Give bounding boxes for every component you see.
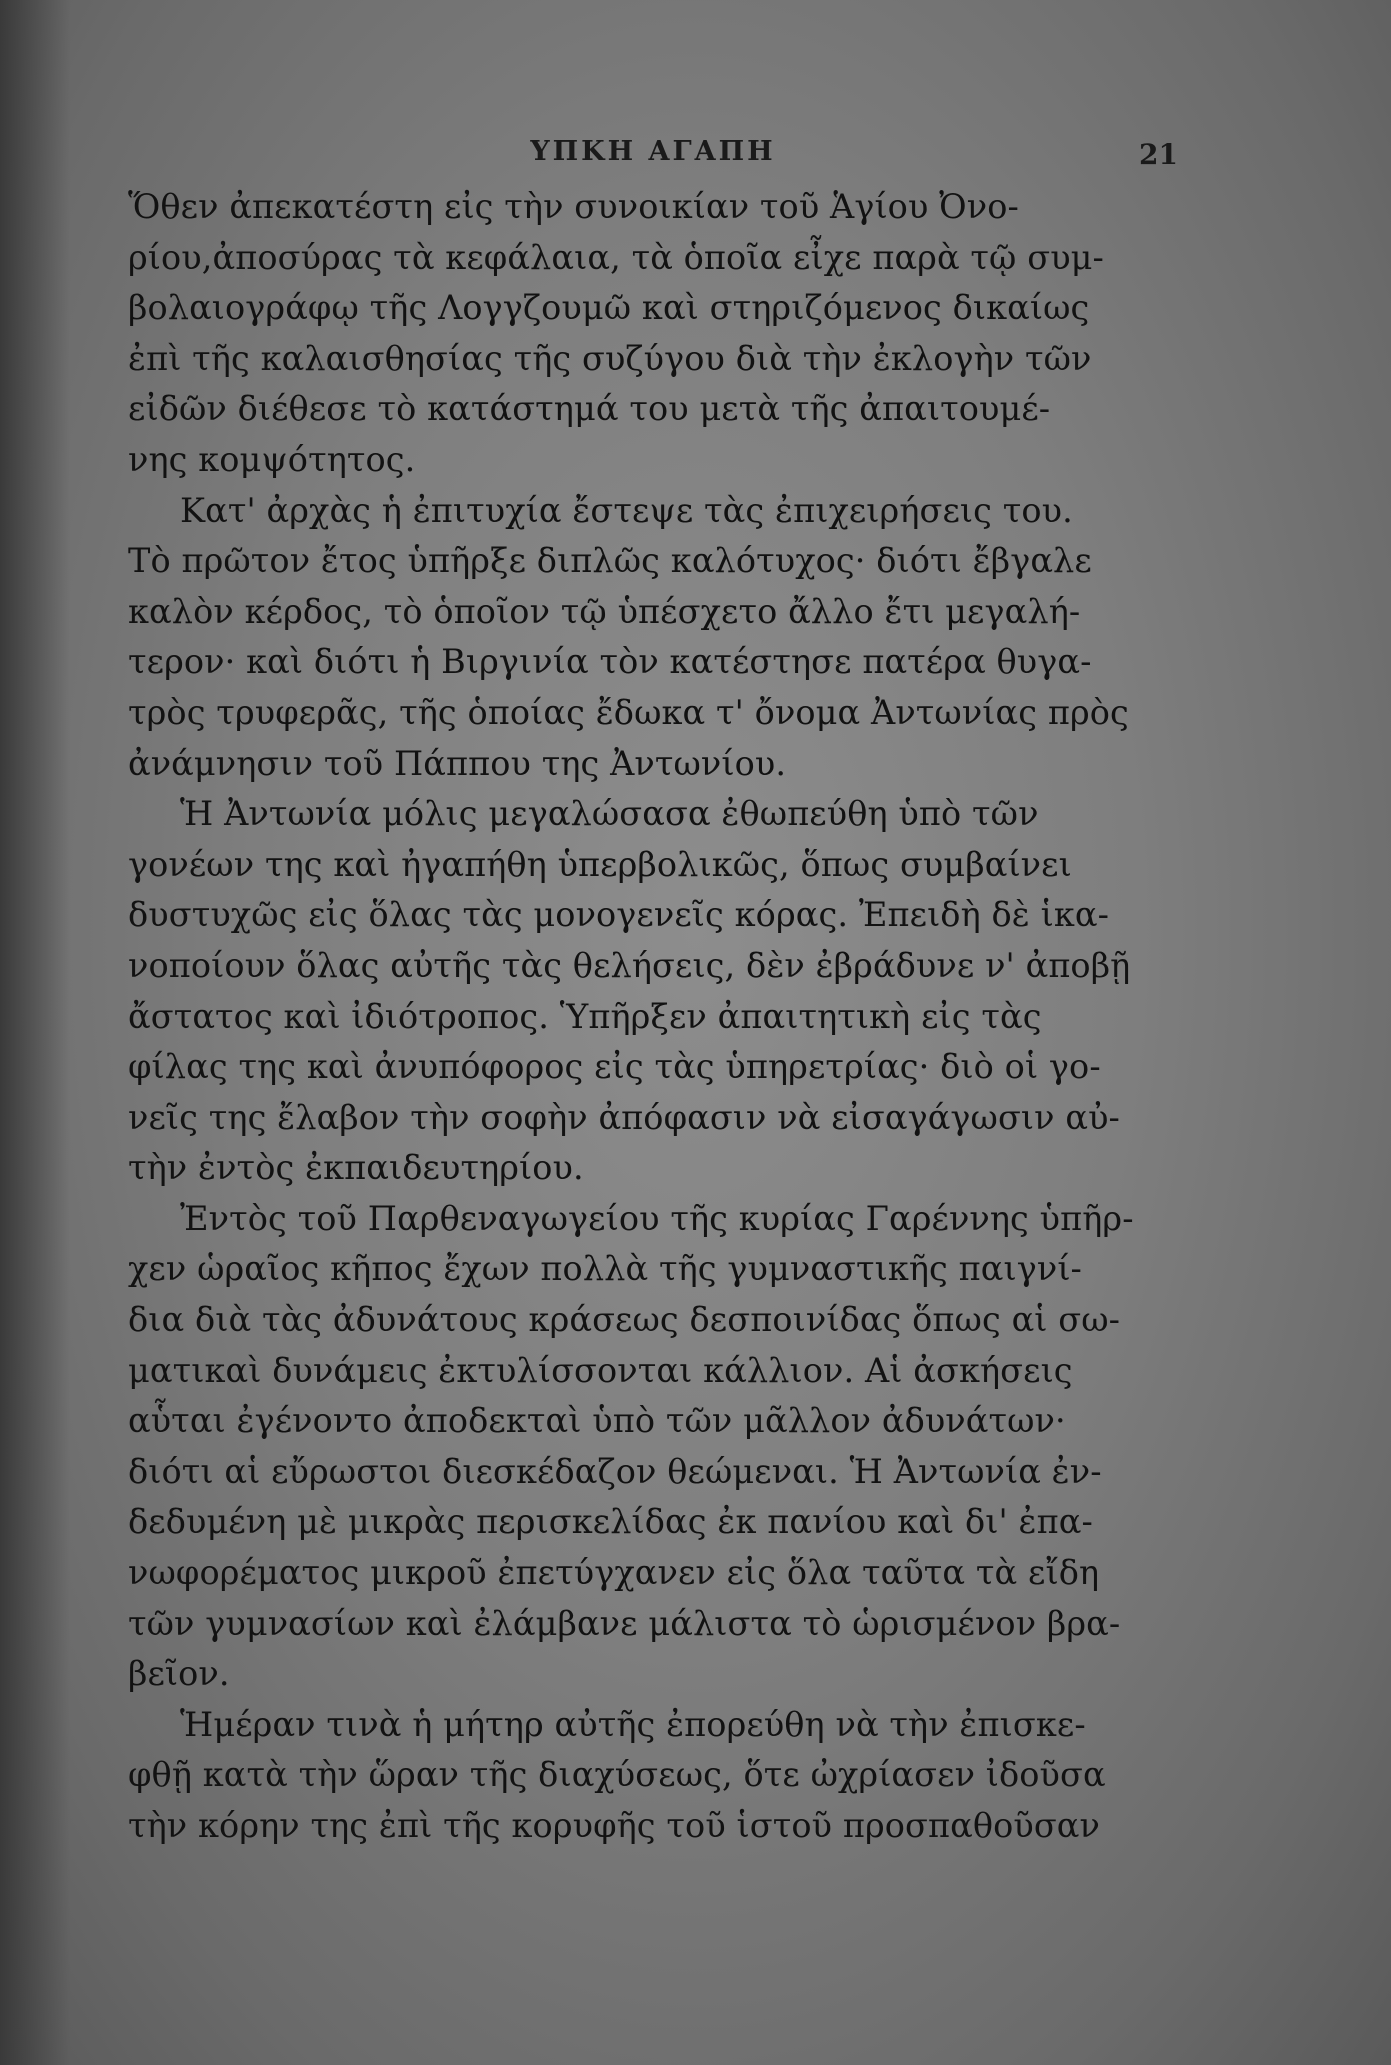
text-line: νοποίουν ὅλας αὐτῆς τὰς θελήσεις, δὲν ἐβράδυνε ν' ἀποβῇ (128, 945, 1131, 985)
text-line: δυστυχῶς εἰς ὅλας τὰς μονογενεῖς κόρας. Ἐπειδὴ δὲ ἱκα- (128, 895, 1110, 935)
text-line: ἀνάμνησιν τοῦ Πάππου της Ἀντωνίου. (128, 743, 787, 783)
text-line: νης κομψότητος. (128, 439, 416, 479)
text-line: τῶν γυμνασίων καὶ ἐλάμβανε μάλιστα τὸ ὡρισμένον βρα- (128, 1603, 1121, 1643)
text-line: Τὸ πρῶτον ἔτος ὑπῆρξε διπλῶς καλότυχος· διότι ἔβγαλε (128, 541, 1092, 581)
text-line: φίλας της καὶ ἀνυπόφορος εἰς τὰς ὑπηρετρίας· διὸ οἱ γο- (128, 1047, 1101, 1087)
body-text (128, 182, 1178, 1852)
text-line: τερον· καὶ διότι ἡ Βιργινία τὸν κατέστησε πατέρα θυγα- (128, 642, 1092, 682)
text-line: καλὸν κέρδος, τὸ ὁποῖον τῷ ὑπέσχετο ἄλλο ἔτι μεγαλή- (128, 591, 1081, 631)
text-line: Ἡ Ἀντωνία μόλις μεγαλώσασα ἐθωπεύθη ὑπὸ τῶν (180, 794, 1039, 834)
text-line: Κατ' ἀρχὰς ἡ ἐπιτυχία ἔστεψε τὰς ἐπιχειρήσεις του. (180, 490, 1073, 530)
text-line: χεν ὡραῖος κῆπος ἔχων πολλὰ τῆς γυμναστικῆς παιγνί- (128, 1249, 1082, 1289)
text-line: ἄστατος καὶ ἰδιότροπος. Ὑπῆρξεν ἀπαιτητικὴ εἰς τὰς (128, 996, 1042, 1036)
running-head-title: ΥΠΚΗ ΑΓΑΠΗ (530, 136, 776, 167)
text-line: ματικαὶ δυνάμεις ἐκτυλίσσονται κάλλιον. Αἱ ἀσκήσεις (128, 1350, 1073, 1390)
page-number: 21 (1139, 138, 1178, 171)
text-line: γονέων της καὶ ἠγαπήθη ὑπερβολικῶς, ὅπως συμβαίνει (128, 844, 1072, 884)
text-line: διότι αἱ εὔρωστοι διεσκέδαζον θεώμεναι. Ἡ Ἀντωνία ἐν- (128, 1451, 1102, 1491)
text-line: τὴν κόρην της ἐπὶ τῆς κορυφῆς τοῦ ἱστοῦ προσπαθοῦσαν (128, 1806, 1100, 1845)
text-line: Ὅθεν ἀπεκατέστη εἰς τὴν συνοικίαν τοῦ Ἁγίου Ὀνο- (128, 187, 1019, 226)
paragraph-5 (128, 1700, 1178, 1852)
text-line: Ἡμέραν τινὰ ἡ μήτηρ αὐτῆς ἐπορεύθη νὰ τὴν ἐπισκε- (180, 1704, 1086, 1744)
text-line: ρίου,ἀποσύρας τὰ κεφάλαια, τὰ ὁποῖα εἶχε παρὰ τῷ συμ- (128, 237, 1104, 277)
text-line: Ἐντὸς τοῦ Παρθεναγωγείου τῆς κυρίας Γαρέννης ὑπῆρ- (180, 1198, 1134, 1238)
text-line: τρὸς τρυφερᾶς, τῆς ὁποίας ἔδωκα τ' ὄνομα Ἀντωνίας πρὸς (128, 692, 1129, 732)
paragraph-1 (128, 182, 1178, 486)
running-head (128, 118, 1178, 178)
paragraph-2 (128, 486, 1178, 790)
text-line: βεῖον. (128, 1654, 230, 1694)
text-line: εἰδῶν διέθεσε τὸ κατάστημά του μετὰ τῆς ἀπαιτουμέ- (128, 389, 1051, 429)
text-line: βολαιογράφῳ τῆς Λογγζουμῶ καὶ στηριζόμενος δικαίως (128, 288, 1090, 328)
paragraph-4 (128, 1194, 1178, 1700)
text-line: τὴν ἐντὸς ἐκπαιδευτηρίου. (128, 1148, 584, 1188)
text-line: δια διὰ τὰς ἀδυνάτους κράσεως δεσποινίδας ὅπως αἱ σω- (128, 1300, 1121, 1340)
text-line: ἐπὶ τῆς καλαισθησίας τῆς συζύγου διὰ τὴν ἐκλογὴν τῶν (128, 338, 1092, 378)
paragraph-3 (128, 789, 1178, 1194)
binding-shadow (0, 0, 70, 2065)
text-line: αὗται ἐγένοντο ἀποδεκταὶ ὑπὸ τῶν μᾶλλον ἀδυνάτων· (128, 1401, 1066, 1441)
book-page (128, 118, 1178, 2018)
text-line: νωφορέματος μικροῦ ἐπετύγχανεν εἰς ὅλα ταῦτα τὰ εἴδη (128, 1553, 1100, 1593)
text-line: νεῖς της ἔλαβον τὴν σοφὴν ἀπόφασιν νὰ εἰσαγάγωσιν αὐ- (128, 1097, 1120, 1137)
text-line: φθῇ κατὰ τὴν ὥραν τῆς διαχύσεως, ὅτε ὠχρίασεν ἰδοῦσα (128, 1755, 1106, 1795)
text-line: δεδυμένη μὲ μικρὰς περισκελίδας ἐκ πανίου καὶ δι' ἐπα- (128, 1502, 1093, 1542)
